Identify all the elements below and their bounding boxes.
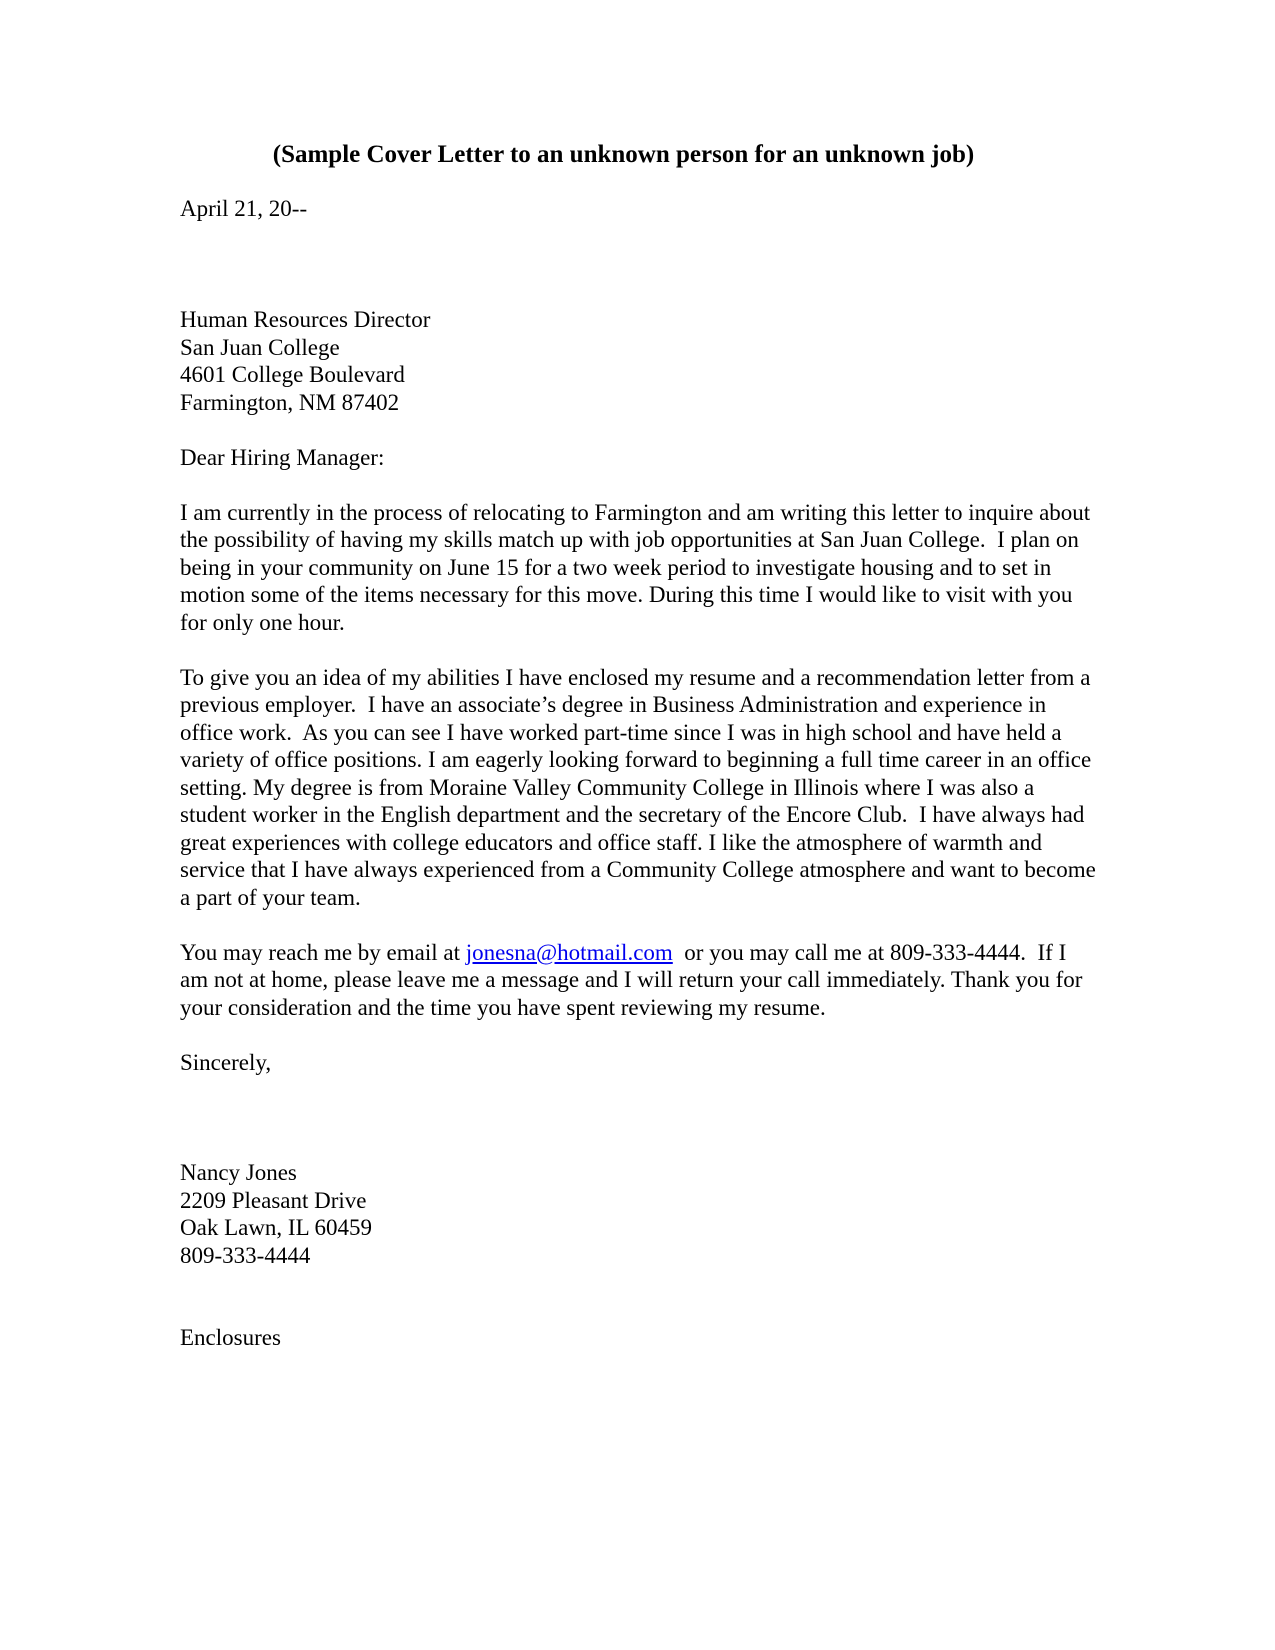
letter-date: April 21, 20-- xyxy=(180,195,308,221)
letter-title: (Sample Cover Letter to an unknown person for an unknown job) xyxy=(272,141,975,168)
recipient-line: Human Resources Director xyxy=(180,307,431,332)
email-link[interactable]: jonesna@hotmail.com xyxy=(465,939,673,965)
closing: Sincerely, xyxy=(180,1049,272,1075)
recipient-line: 4601 College Boulevard xyxy=(180,362,405,387)
paragraph-2: To give you an idea of my abilities I have enclosed my resume and a recommendation letter from a previous employer. I have an associate’s degree in Business Administration and experience in office work. As you can see I have worked part-time since I was in high school and have held a variety of office positions. I am eagerly looking forward to beginning a full time career in an office setting. My degree is from Moraine Valley Community College in Illinois where I was also a student worker in the English department and the secretary of the Encore Club. I have always had great experiences with college educators and office staff. I like the atmosphere of warmth and service that I have always experienced from a Community College atmosphere and want to become a part of your team. xyxy=(180,664,1102,910)
recipient-address-block xyxy=(180,306,1097,416)
salutation: Dear Hiring Manager: xyxy=(180,444,385,470)
signature-line: Oak Lawn, IL 60459 xyxy=(180,1215,373,1240)
paragraph-1: I am currently in the process of relocating to Farmington and am writing this letter to inquire about the possibility of having my skills match up with job opportunities at San Juan College. I plan on being in your community on June 15 for a two week period to investigate housing and to set in motion some of the items necessary for this move. During this time I would like to visit with you for only one hour. xyxy=(180,499,1096,635)
recipient-line: Farmington, NM 87402 xyxy=(180,389,400,415)
paragraph-3-text-after-link: or you may call me at 809-333-4444. If I am not at home, please leave me a message and I will return your call immediately. Thank you for your consideration and the time you have spent reviewing my resume. xyxy=(180,939,1089,1020)
paragraph-3-text-before-link: You may reach me by email at xyxy=(180,939,466,965)
signature-block xyxy=(180,1159,1097,1269)
signature-line: Nancy Jones xyxy=(180,1160,297,1185)
signature-line: 809-333-4444 xyxy=(180,1242,311,1268)
paragraph-3 xyxy=(180,939,1097,1022)
enclosures-label: Enclosures xyxy=(180,1325,281,1350)
recipient-line: San Juan College xyxy=(180,334,340,360)
signature-line: 2209 Pleasant Drive xyxy=(180,1187,367,1213)
